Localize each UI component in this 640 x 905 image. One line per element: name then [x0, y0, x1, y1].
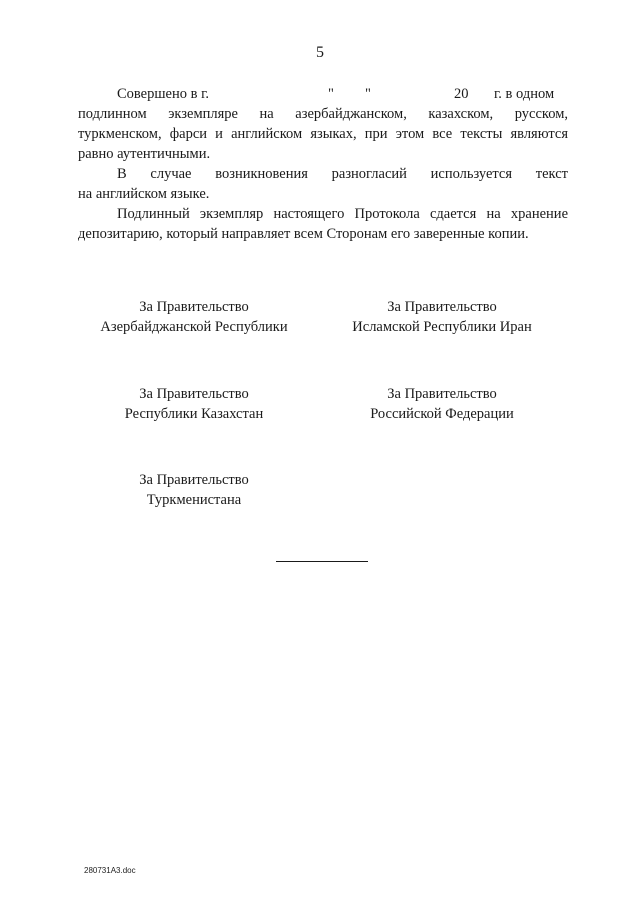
- date-quote-open: ": [328, 86, 334, 102]
- signature-russia-line-1: За Правительство: [387, 386, 497, 402]
- paragraph-done-at: [78, 84, 568, 164]
- done-at-start: Совершено в г.: [117, 86, 210, 102]
- signature-turkmenistan-line-1: За Правительство: [139, 472, 249, 488]
- paragraph-depositary: [78, 204, 568, 244]
- signature-block-azerbaijan: [74, 297, 314, 337]
- languages-line-1: подлинном экземпляре на азербайджанском, казахском, русском,: [78, 106, 568, 122]
- signature-block-kazakhstan: [74, 384, 314, 424]
- end-of-document-rule: [276, 561, 368, 562]
- done-at-end: г. в одном: [494, 86, 555, 102]
- languages-line-2: туркменском, фарси и английском языках, при этом все тексты являются: [78, 126, 568, 142]
- signature-iran-line-2: Исламской Республики Иран: [352, 319, 532, 335]
- signature-block-turkmenistan: [74, 470, 314, 510]
- signature-kazakhstan-line-2: Республики Казахстан: [124, 406, 264, 422]
- signature-block-russia: [322, 384, 562, 424]
- page-number: 5: [316, 44, 324, 61]
- done-at-line: [78, 84, 568, 104]
- date-quote-close: ": [365, 86, 371, 102]
- divergence-line-2: на английском языке.: [78, 186, 210, 202]
- languages-line-3: равно аутентичными.: [78, 146, 211, 162]
- depositary-line-2: депозитарию, который направляет всем Сторонам его заверенные копии.: [78, 226, 529, 242]
- signature-turkmenistan-line-2: Туркменистана: [146, 492, 242, 508]
- signature-russia-line-2: Российской Федерации: [370, 406, 514, 422]
- depositary-line-1: Подлинный экземпляр настоящего Протокола сдается на хранение: [117, 206, 568, 222]
- footer-file-code: 280731A3.doc: [84, 866, 136, 875]
- signature-azerbaijan-line-1: За Правительство: [139, 299, 249, 315]
- signature-block-iran: [322, 297, 562, 337]
- signature-iran-line-1: За Правительство: [387, 299, 497, 315]
- year-prefix: 20: [454, 86, 469, 102]
- divergence-line-1: В случае возникновения разногласий используется текст: [117, 166, 568, 182]
- paragraph-divergence: [78, 164, 568, 204]
- signature-azerbaijan-line-2: Азербайджанской Республики: [100, 319, 288, 335]
- signature-kazakhstan-line-1: За Правительство: [139, 386, 249, 402]
